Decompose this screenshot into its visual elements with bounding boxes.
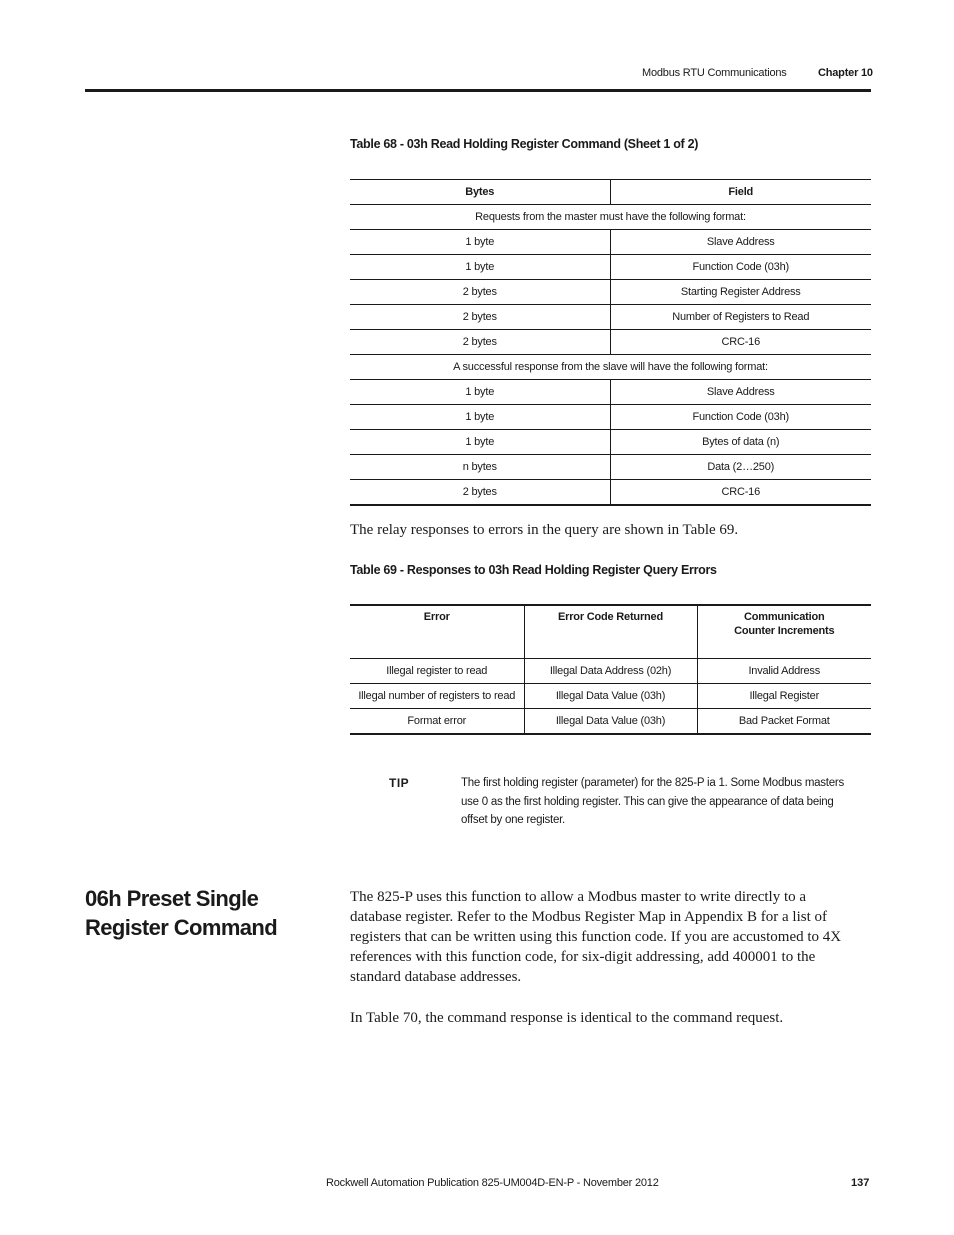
cell-error-code: Illegal Data Value (03h): [524, 709, 697, 735]
table-69: [350, 604, 871, 735]
cell-error: Illegal number of registers to read: [350, 684, 524, 709]
header-rule: [85, 89, 871, 92]
cell-bytes: 2 bytes: [350, 280, 610, 305]
table-69-intro: The relay responses to errors in the query are shown in Table 69.: [350, 522, 739, 538]
section-paragraph-1: The 825-P uses this function to allow a Modbus master to write directly to a database register. Refer to the Modbus Register Map in Appendix B for a list of registers that can be written using this function code. If you are accustomed to 4X references with this function code, for six-digit addressing, add 400001 to the standard database addresses.: [350, 889, 842, 985]
cell-error: Format error: [350, 709, 524, 735]
tip-text: The first holding register (parameter) for the 825-P ia 1. Some Modbus masters use 0 as the first holding register. This can give the appearance of data being offset by one register.: [461, 777, 844, 826]
table-section-row: [350, 355, 871, 380]
table-row: [350, 684, 871, 709]
cell-error-code: Illegal Data Value (03h): [524, 684, 697, 709]
cell-bytes: 1 byte: [350, 405, 610, 430]
table-row: [350, 455, 871, 480]
column-header-error: Error: [350, 605, 524, 659]
column-header-error-code: Error Code Returned: [524, 605, 697, 659]
column-header-field: Field: [610, 180, 871, 205]
table-69-caption: Table 69 - Responses to 03h Read Holding Register Query Errors: [350, 563, 717, 577]
cell-bytes: 2 bytes: [350, 480, 610, 506]
cell-bytes: n bytes: [350, 455, 610, 480]
table-68-caption: Table 68 - 03h Read Holding Register Command (Sheet 1 of 2): [350, 137, 699, 151]
cell-bytes: 1 byte: [350, 430, 610, 455]
request-format-note: Requests from the master must have the following format:: [350, 205, 871, 230]
section-paragraph-2: In Table 70, the command response is identical to the command request.: [350, 1010, 784, 1026]
cell-field: Starting Register Address: [610, 280, 871, 305]
cell-field: Slave Address: [610, 380, 871, 405]
table-row: [350, 430, 871, 455]
cell-bytes: 2 bytes: [350, 330, 610, 355]
cell-bytes: 1 byte: [350, 230, 610, 255]
table-row: [350, 709, 871, 735]
table-row: [350, 659, 871, 684]
column-header-bytes: Bytes: [350, 180, 610, 205]
table-row: [350, 405, 871, 430]
cell-field: Number of Registers to Read: [610, 305, 871, 330]
table-section-row: [350, 205, 871, 230]
table-68: [350, 179, 871, 506]
table-header-row: [350, 605, 871, 659]
cell-field: Data (2…250): [610, 455, 871, 480]
section-title: 06h Preset Single Register Command: [85, 886, 278, 940]
response-format-note: A successful response from the slave will have the following format:: [350, 355, 871, 380]
cell-bytes: 1 byte: [350, 255, 610, 280]
cell-field: Function Code (03h): [610, 405, 871, 430]
table-row: [350, 330, 871, 355]
cell-field: CRC-16: [610, 330, 871, 355]
cell-error-code: Illegal Data Address (02h): [524, 659, 697, 684]
table-row: [350, 230, 871, 255]
cell-bytes: 2 bytes: [350, 305, 610, 330]
table-row: [350, 280, 871, 305]
cell-field: Bytes of data (n): [610, 430, 871, 455]
page-number: 137: [851, 1177, 870, 1189]
table-row: [350, 305, 871, 330]
table-row: [350, 480, 871, 506]
cell-field: Function Code (03h): [610, 255, 871, 280]
cell-field: CRC-16: [610, 480, 871, 506]
running-header-section: Modbus RTU Communications: [642, 67, 787, 79]
table-row: [350, 380, 871, 405]
cell-field: Slave Address: [610, 230, 871, 255]
footer-publication: Rockwell Automation Publication 825-UM004D-EN-P - November 2012: [326, 1177, 659, 1189]
cell-error: Illegal register to read: [350, 659, 524, 684]
cell-counter: Bad Packet Format: [697, 709, 871, 735]
column-header-counter: Communication Counter Increments: [697, 605, 871, 659]
running-header-chapter: Chapter 10: [818, 67, 873, 79]
cell-counter: Invalid Address: [697, 659, 871, 684]
table-row: [350, 255, 871, 280]
cell-counter: Illegal Register: [697, 684, 871, 709]
cell-bytes: 1 byte: [350, 380, 610, 405]
tip-label: TIP: [389, 776, 410, 790]
table-header-row: [350, 180, 871, 205]
